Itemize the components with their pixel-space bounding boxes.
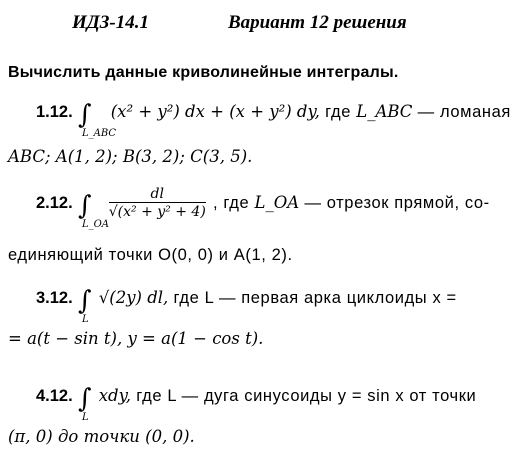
- problem-line-2: = a(t − sin t), y = a(1 − cos t).: [8, 329, 264, 348]
- problem-text: где L — первая арка циклоиды x =: [173, 289, 457, 307]
- problem-number: 1.12.: [36, 103, 73, 121]
- variant-title: Вариант 12 решения: [228, 12, 407, 33]
- problem-text-tail: — ломаная: [417, 103, 511, 121]
- problem-line-2: (π, 0) до точки (0, 0).: [8, 427, 195, 446]
- problem-text: где: [325, 103, 351, 121]
- curve-name: L_OA: [254, 193, 300, 212]
- integral-sign-icon: ∫ L: [77, 384, 92, 423]
- task-instruction: Вычислить данные криволинейные интегралы.: [8, 64, 399, 81]
- integral-subscript: L: [81, 314, 89, 325]
- fraction-numerator: dl: [109, 186, 206, 203]
- problem-number: 2.12.: [36, 194, 73, 212]
- problem-number: 3.12.: [36, 289, 73, 307]
- problem-1: [6, 100, 512, 169]
- integrand-fraction: [109, 186, 206, 221]
- integral-subscript: L_OA: [81, 219, 110, 230]
- integrand: xdy,: [98, 386, 131, 405]
- problem-line-2: единяющий точки O(0, 0) и A(1, 2).: [8, 246, 293, 264]
- integral-sign-icon: ∫ L_ABC: [77, 100, 117, 139]
- integrand: (x² + y²) dx + (x + y²) dy,: [110, 102, 320, 121]
- integral-subscript: L_ABC: [81, 128, 117, 139]
- integral-sign-icon: ∫ L_OA: [77, 191, 110, 230]
- problem-3: [6, 286, 512, 351]
- problem-line-2: ABC; A(1, 2); B(3, 2); C(3, 5).: [8, 147, 253, 166]
- assignment-code: ИДЗ-14.1: [72, 12, 150, 33]
- problem-text: , где: [213, 194, 250, 212]
- problem-text-tail: — отрезок прямой, со-: [304, 194, 490, 212]
- integral-subscript: L: [81, 412, 89, 423]
- problem-2: [6, 186, 512, 267]
- integrand: √(2y) dl,: [98, 288, 169, 307]
- problem-4: [6, 384, 512, 449]
- integral-sign-icon: ∫ L: [77, 286, 92, 325]
- problem-number: 4.12.: [36, 387, 73, 405]
- problem-text: где L — дуга синусоиды y = sin x от точки: [136, 387, 477, 405]
- document-header: [0, 12, 518, 38]
- curve-name: L_ABC: [356, 102, 413, 121]
- fraction-denominator: √(x² + y² + 4): [108, 204, 206, 220]
